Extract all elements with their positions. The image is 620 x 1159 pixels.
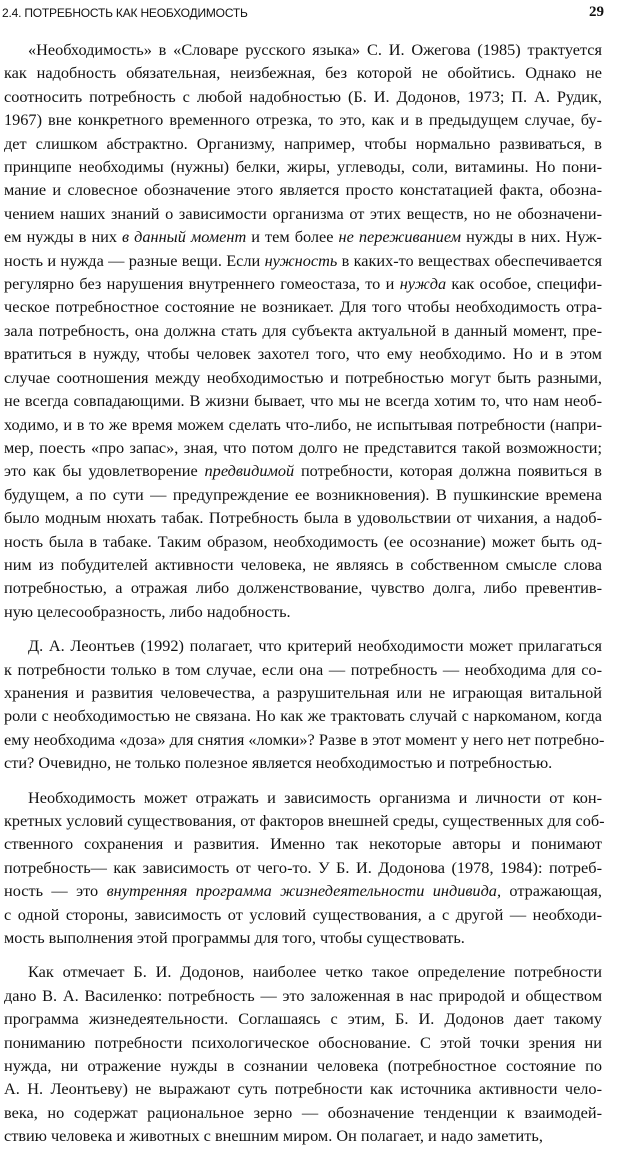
text-line: [4, 108, 602, 131]
text-run: Как отмечает Б. И. Додонов, наиболее четко такое определение потребности: [28, 962, 602, 982]
running-header: [2, 4, 604, 24]
text-run: это как бы удовлетворение: [4, 461, 205, 481]
text-line: [4, 809, 605, 832]
text-run: соотносить потребность с любой надобностью (Б. И. Додонов, 1973; П. А. Рудик,: [4, 86, 602, 106]
text-run: А. Н. Леонтьеву) не выражают суть потребности как источника активности чело-: [4, 1079, 602, 1099]
text-line: [4, 389, 602, 412]
text-line: [4, 658, 602, 681]
italic-phrase: предвидимой: [204, 461, 295, 481]
text-run: нужда, ни отражение нужды в сознании человека (потребностное состояние по: [4, 1056, 602, 1076]
text-line: [4, 319, 602, 342]
text-line: [4, 1124, 602, 1147]
body-text: [4, 38, 605, 1159]
text-run: вратиться в нужду, чтобы человек захотел того, что ему необходимо. Но и в этом: [4, 344, 602, 364]
text-line: [4, 249, 602, 272]
text-line: [4, 1054, 602, 1077]
text-run: ним из побудителей активности человека, не являясь в собственном смысле слова: [4, 554, 602, 574]
text-line: [4, 984, 602, 1007]
text-line: [4, 926, 602, 949]
text-line: [4, 295, 602, 318]
text-line: [4, 1031, 602, 1054]
text-run: и тем более: [246, 227, 339, 247]
page-number: 29: [589, 4, 604, 20]
paragraph: [4, 960, 602, 1147]
text-line: [4, 38, 602, 61]
text-run: ственного сохранения и развития. Именно так некоторые авторы и понимают: [4, 834, 602, 854]
text-line: [4, 61, 602, 84]
text-line: [4, 202, 602, 225]
italic-phrase: в данный момент: [122, 227, 247, 247]
text-run: 1967) вне конкретного временного отрезка, то это, как и в предыдущем случае, бу-: [4, 110, 602, 130]
text-line: [4, 342, 602, 365]
text-run: мер, поесть «про запас», зная, что потом долго не представится такой возможности;: [4, 437, 602, 457]
text-line: [4, 366, 602, 389]
text-line: [4, 786, 602, 809]
text-line: [4, 85, 602, 108]
text-line: [4, 553, 602, 576]
text-run: как особое, специфи-: [446, 274, 602, 294]
text-line: [4, 225, 602, 248]
paragraph: [4, 786, 605, 950]
text-run: программа жизнедеятельности. Соглашаясь с этим, Б. И. Додонов дает такому: [4, 1009, 602, 1029]
text-line: [4, 856, 602, 879]
text-run: случае соотношения между необходимостью и потребностью могут быть разными,: [4, 367, 602, 387]
text-line: [4, 832, 602, 855]
text-line: [4, 903, 602, 926]
text-run: Д. А. Леонтьев (1992) полагает, что критерий необходимости может прилагаться: [28, 636, 602, 656]
text-line: [4, 576, 602, 599]
text-run: регулярно без нарушения внутреннего гомеостаза, то и: [4, 274, 400, 294]
text-line: [4, 634, 602, 657]
italic-phrase: нужность: [264, 250, 338, 270]
text-line: [4, 506, 602, 529]
text-line: [4, 1077, 602, 1100]
text-run: «Необходимость» в «Словаре русского языка» С. И. Ожегова (1985) трактуется: [28, 40, 602, 59]
text-line: [4, 272, 602, 295]
text-line: [4, 483, 602, 506]
text-run: потребность— как зависимость от чего-то. У Б. И. Додонова (1978, 1984): потреб-: [4, 857, 602, 877]
text-run: мость выполнения этой программы для того, чтобы существовать.: [4, 928, 465, 948]
text-line: [4, 132, 602, 155]
text-run: ную целесообразность, либо надобность.: [4, 601, 291, 621]
text-line: [4, 960, 602, 983]
text-run: ствию человека и животных с внешним миром. Он полагает, и надо заметить,: [4, 1126, 543, 1146]
text-run: будущем, а по сути — предупреждение ее возникновения). В пушкинские времена: [4, 484, 602, 504]
italic-phrase: внутренняя программа жизнедеятельности индивида,: [106, 881, 502, 901]
italic-phrase: нужда: [399, 274, 447, 294]
section-title: 2.4. ПОТРЕБНОСТЬ КАК НЕОБХОДИМОСТЬ: [2, 6, 248, 20]
text-run: нужды в них. Нуж-: [461, 227, 602, 247]
text-run: сти? Очевидно, не только полезное является необходимостью и потребностью.: [4, 753, 553, 773]
text-run: ем нужды в них: [4, 227, 123, 247]
text-run: ность была в табаке. Таким образом, необходимость (ее осознание) может быть од-: [4, 531, 602, 551]
text-run: чением наших знаний о зависимости организма от этих веществ, но не обозначени-: [4, 203, 602, 223]
text-run: ческое потребностное состояние не возникает. Для того чтобы необходимость отра-: [4, 297, 602, 317]
text-line: [4, 879, 602, 902]
text-run: ность — это: [4, 881, 107, 901]
text-run: дет слишком абстрактно. Организму, например, чтобы нормально развиваться, в: [4, 133, 602, 153]
text-run: века, но содержат рациональное зерно — обозначение тенденции к взаимодей-: [4, 1102, 602, 1122]
text-line: [4, 1007, 602, 1030]
text-run: ходимо, и в то же время можем сделать что-либо, не испытывая потребности (напри-: [4, 414, 602, 434]
text-run: пониманию потребности психологическое обоснование. С этой точки зрения ни: [4, 1032, 602, 1052]
text-line: [4, 155, 602, 178]
text-run: мание и словесное обозначение этого является просто констатацией факта, обозна-: [4, 180, 602, 200]
text-run: с одной стороны, зависимость от условий существования, а с другой — необходи-: [4, 904, 602, 924]
text-run: потребностью, а отражая либо долженствование, чувство долга, либо превентив-: [4, 578, 602, 598]
paragraph: [4, 634, 605, 774]
text-run: дано В. А. Василенко: потребность — это заложенная в нас природой и обществом: [4, 985, 602, 1005]
text-line: [4, 530, 602, 553]
text-run: ему необходима «доза» для снятия «ломки»? Разве в этот момент у него нет потребно-: [4, 729, 605, 749]
text-line: [4, 459, 602, 482]
text-run: отражающая,: [501, 881, 602, 901]
text-run: роли с необходимостью не связана. Но как же трактовать случай с наркоманом, когда: [4, 706, 602, 726]
text-run: как надобность обязательная, неизбежная, без которой не обойтись. Однако не: [4, 63, 602, 83]
text-line: [4, 436, 602, 459]
text-run: в каких-то веществах обеспечивается: [337, 250, 602, 270]
text-run: принципе необходимы (нужны) белки, жиры, углеводы, соли, витамины. Но пони-: [4, 157, 602, 177]
text-run: не всегда совпадающими. В жизни бывает, что мы не всегда хотим то, что нам необ-: [4, 391, 602, 411]
text-line: [4, 728, 605, 751]
text-run: ность и нужда — разные вещи. Если: [4, 250, 265, 270]
text-run: хранения и развития человечества, а разрушительная или не играющая витальной: [4, 682, 602, 702]
text-run: кретных условий существования, от факторов внешней среды, существенных для соб-: [4, 811, 605, 830]
paragraph: [4, 38, 602, 623]
text-run: потребности, которая должна появиться в: [294, 461, 602, 481]
text-run: Необходимость может отражать и зависимость организма и личности от кон-: [28, 787, 602, 807]
text-line: [4, 600, 602, 623]
text-run: к потребности только в том случае, если она — потребность — необходима для со-: [4, 659, 602, 679]
text-line: [4, 413, 602, 436]
italic-phrase: не переживанием: [338, 227, 462, 247]
text-line: [4, 681, 602, 704]
text-line: [4, 178, 602, 201]
text-line: [4, 704, 602, 727]
text-line: [4, 751, 602, 774]
text-run: зала потребность, она должна стать для субъекта актуальной в данный момент, пре-: [4, 320, 602, 340]
text-run: было модным нюхать табак. Потребность была в удовольствии от чихания, а надоб-: [4, 508, 602, 528]
text-line: [4, 1101, 602, 1124]
